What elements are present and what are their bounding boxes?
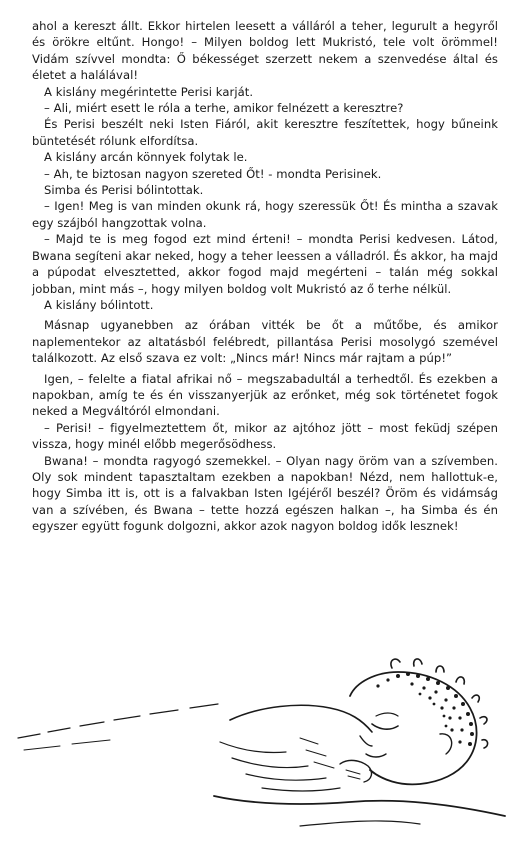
paragraph: – Majd te is meg fogod ezt mind érteni! – mondta Perisi kedvesen. Látod, Bwana segíteni akar neked, hogy a teher leessen a válladról. És akkor, ha majd a púpodat elvesztetted, akkor fogod majd megérteni – talán még sokkal jobban, mint más –, hogy milyen boldog volt Mukristó az ő terhe nélkül. xyxy=(32,232,498,296)
paragraph: Másnap ugyanebben az órában vitték be őt a műtőbe, és amikor naplementekor az altatásból felébredt, pillantása Perisi mosolygó szemével találkozott. Az első szava ez volt: „Nincs már! Nincs már rajtam a púp!” xyxy=(32,318,498,366)
paragraph: A kislány bólintott. xyxy=(44,297,154,312)
paragraph: – Igen! Meg is van minden okunk rá, hogy szeressük Őt! És mintha a szavak egy szájból hangzottak volna. xyxy=(32,199,498,230)
sleeping-girl-illustration xyxy=(0,646,523,847)
paragraph: A kislány megérintette Perisi karját. xyxy=(44,84,254,99)
paragraph: Bwana! – mondta ragyogó szemekkel. – Olyan nagy öröm van a szívemben. Oly sok mindent tapasztaltam ezekben a napokban! Nézd, nem hallottuk-e, hogy Simba itt is, ott is a falvakban Isten Igéjéről beszél? Öröm és vidámság van a szívében, és Bwana – tette hozzá egészen halkan –, ha Simba és én egyszer együtt fogunk dolgozni, akkor azok nagyon boldog idők lesznek! xyxy=(32,453,498,534)
paragraph: – Perisi! – figyelmeztettem őt, mikor az ajtóhoz jött – most feküdj szépen vissza, hogy minél előbb megerősödhess. xyxy=(32,420,498,452)
paragraph: Igen, – felelte a fiatal afrikai nő – megszabadultál a terhedtől. És ezekben a napokban, amíg te és én visszanyerjük az erőnket, még sok történetet fogok neked a Megváltóról elmondani. xyxy=(32,371,498,419)
paragraph: Simba és Perisi bólintottak. xyxy=(44,183,204,198)
paragraph: – Ah, te biztosan nagyon szereted Őt! - mondta Perisinek. xyxy=(44,166,382,181)
paragraph: A kislány arcán könnyek folytak le. xyxy=(44,150,248,165)
paragraph: ahol a kereszt állt. Ekkor hirtelen leesett a válláról a teher, legurult a hegyről és örökre eltűnt. Hongo! – Milyen boldog lett Mukristó, tele volt örömmel! Vidám szívvel mondta: Ő békességet szerzett nekem a szenvedése által és életet a halálával! xyxy=(32,19,498,83)
paragraph: És Perisi beszélt neki Isten Fiáról, akit keresztre feszítettek, hogy bűneink büntetését rólunk elfordítsa. xyxy=(32,117,498,148)
body-text xyxy=(32,18,498,535)
paragraph: – Ali, miért esett le róla a terhe, amikor felnézett a keresztre? xyxy=(44,101,404,116)
